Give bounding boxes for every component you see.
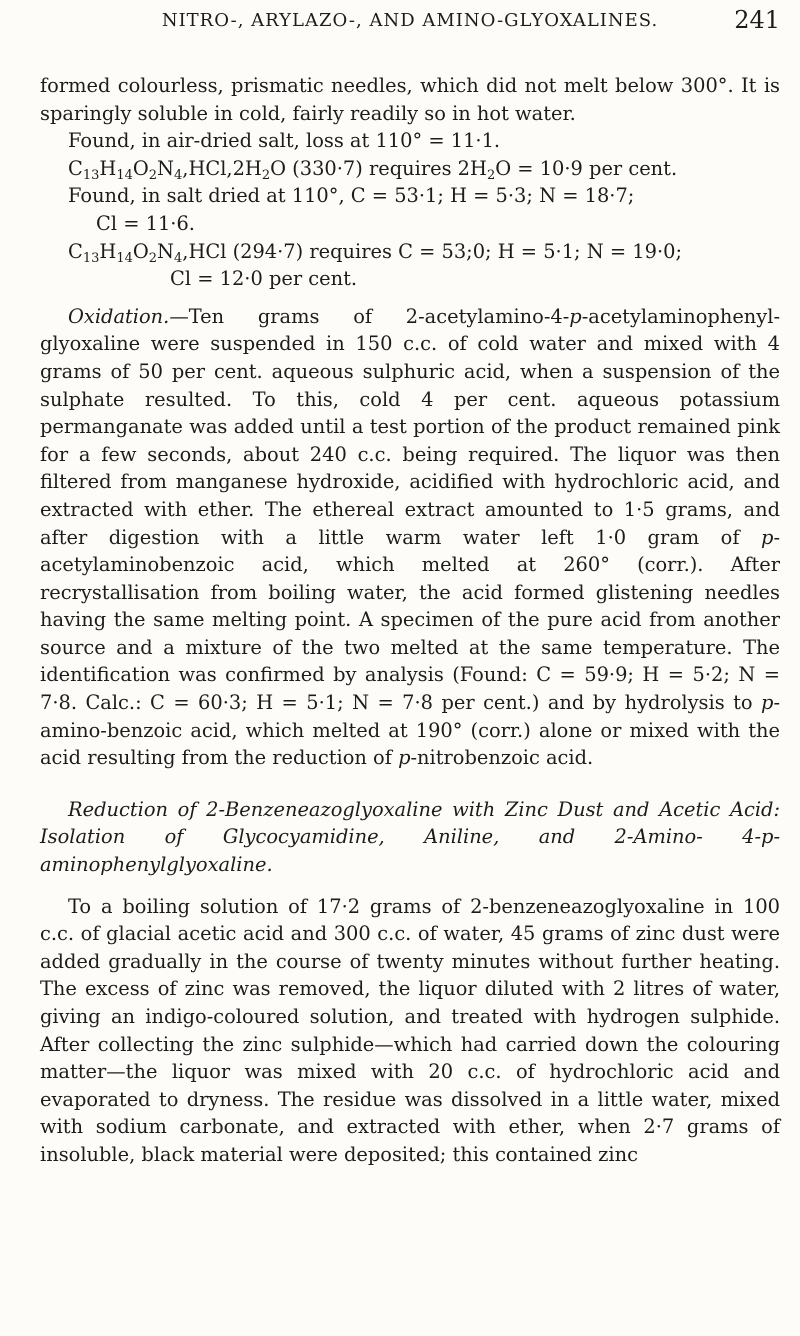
formula-requires-analysis: $C_{13}H_{14}O_2N_4,HCl$ (294·7) requires C = 53;0; H = 5·1; N = 19·0; xyxy=(68,239,683,266)
body-text xyxy=(40,72,780,1169)
found-dried-salt-cont: Cl = 11·6. xyxy=(96,211,195,235)
found-loss: Found, in air-dried salt, loss at 110° = 11·1. xyxy=(68,129,501,153)
page-number: 241 xyxy=(734,6,780,34)
formula-requires-analysis-cont: Cl = 12·0 per cent. xyxy=(170,267,358,291)
formula-requires-water: $C_{13}H_{14}O_2N_4,HCl,2H_2O$ (330·7) requires $2H_2O = 10\cdot 9$ per cent. xyxy=(68,156,678,183)
paragraph-needles: formed colourless, prismatic needles, which did not melt below 300°. It is sparingly soluble in cold, fairly readily so in hot water. xyxy=(40,74,780,125)
page-header xyxy=(40,6,780,40)
paragraph-reduction: To a boiling solution of 17·2 grams of 2-benzeneazoglyoxaline in 100 c.c. of glacial acetic acid and 300 c.c. of water, 45 grams of zinc dust were added gradually in the course of twenty minutes without further heating. The excess of zinc was removed, the liquor diluted with 2 litres of water, giving an indigo-coloured solution, and treated with hydrogen sulphide. After collecting the zinc sulphide—which had carried down the colouring matter—the liquor was mixed with 20 c.c. of hydrochloric acid and evaporated to dryness. The residue was dissolved in a little water, mixed with sodium carbonate, and extracted with ether, when 2·7 grams of insoluble, black material were deposited; this contained zinc xyxy=(40,894,780,1166)
found-dried-salt: Found, in salt dried at 110°, C = 53·1; H = 5·3; N = 18·7; xyxy=(68,184,635,208)
section-heading: Reduction of 2-Benzeneazoglyoxaline with Zinc Dust and Acetic Acid: Isolation of Glycocyamidine, Aniline, and 2-Amino- 4-p-aminophenylglyoxaline. xyxy=(40,797,780,877)
running-head: NITRO-, ARYLAZO-, AND AMINO-GLYOXALINES. xyxy=(161,10,659,31)
paragraph-oxidation: Oxidation.—Ten grams of 2-acetylamino-4-p-acetylaminophenyl-glyoxaline were suspended in 150 c.c. of cold water and mixed with 4 grams of 50 per cent. aqueous sulphuric acid, when a suspension of the sulphate resulted. To this, cold 4 per cent. aqueous potassium permanganate was added until a test portion of the product remained pink for a few seconds, about 240 c.c. being required. The liquor was then filtered from manganese hydroxide, acidified with hydrochloric acid, and extracted with ether. The ethereal extract amounted to 1·5 grams, and after digestion with a little warm water left 1·0 gram of p-acetylaminobenzoic acid, which melted at 260° (corr.). After recrystallisation from boiling water, the acid formed glistening needles having the same melting point. A specimen of the pure acid from another source and a mixture of the two melted at the same temperature. The identification was confirmed by analysis (Found: C = 59·9; H = 5·2; N = 7·8. Calc.: C = 60·3; H = 5·1; N = 7·8 per cent.) and by hydrolysis to p-amino-benzoic acid, which melted at 190° (corr.) alone or mixed with the acid resulting from the reduction of p-nitrobenzoic acid. xyxy=(40,304,780,770)
oxidation-label: Oxidation. xyxy=(68,304,170,328)
